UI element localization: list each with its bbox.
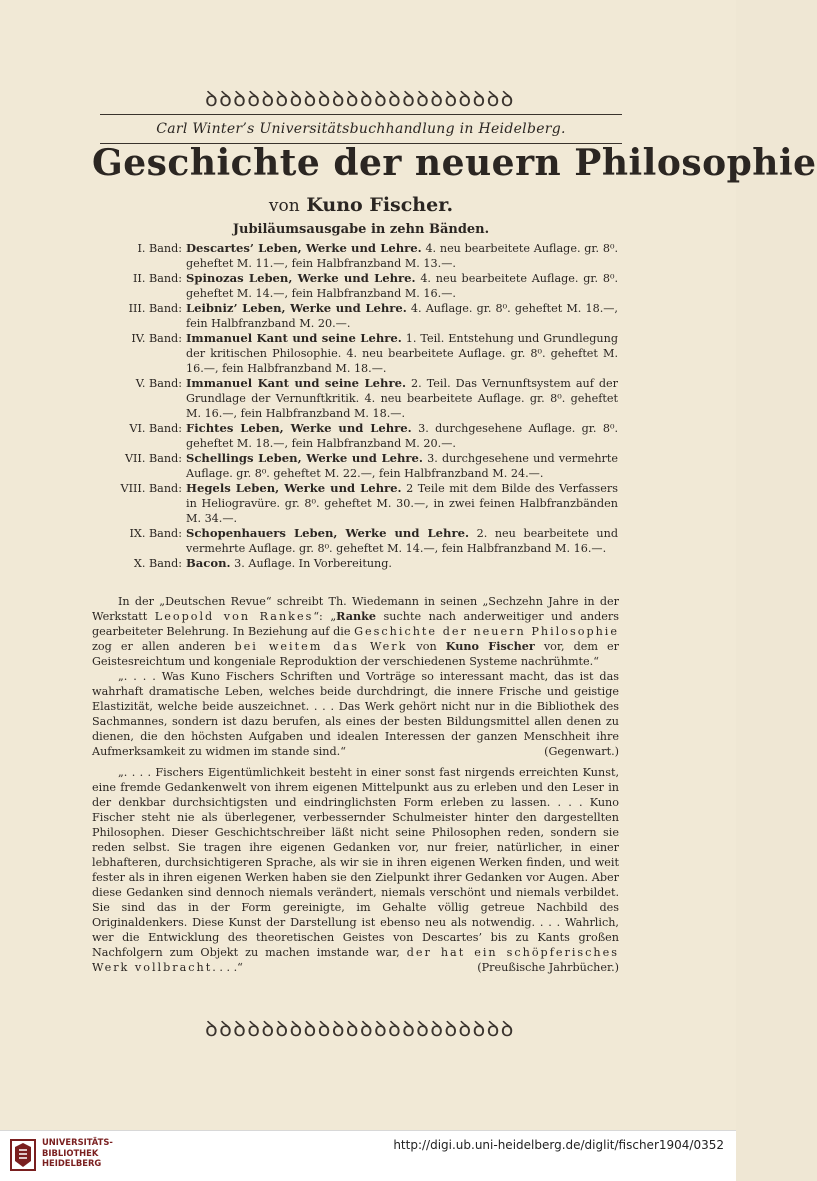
volume-details: 3. Auflage. In Vorbereitung.	[230, 557, 392, 570]
volume-entry	[88, 526, 618, 556]
volume-details: 2. Teil. Das Vernunftsystem auf der Grundlage der Vernunftkritik. 4. neu bearbeitete Auflage. gr. 8⁰. geheftet M. 16.—, fein Halbfranzband M. 18.—.	[186, 377, 619, 420]
quote-text: von	[407, 640, 446, 653]
volume-title: Bacon.	[186, 556, 231, 570]
quote-text: . . . .“	[212, 961, 243, 974]
quote-bold-text: Kuno Fischer	[445, 639, 535, 653]
volume-number: I. Band:	[137, 242, 182, 255]
library-name-line: UNIVERSITÄTS-	[42, 1137, 113, 1147]
edition-line: Jubiläumsausgabe in zehn Bänden.	[232, 222, 490, 237]
volume-entry	[88, 331, 618, 376]
top-rule	[100, 114, 622, 115]
quote-spaced-text: bei weitem das Werk	[234, 640, 408, 653]
volume-details: 1. Teil. Entstehung und Grundlegung der kritischen Philosophie. 4. neu bearbeitete Auflage. gr. 8⁰. geheftet M. 16.—, fein Halbfranzband M. 18.—.	[186, 332, 619, 375]
volume-title: Leibniz’ Leben, Werke und Lehre.	[186, 301, 407, 315]
permalink-url[interactable]: http://digi.ub.uni-heidelberg.de/diglit/fischer1904/0352	[393, 1138, 724, 1152]
volume-details: 3. durchgesehene Auflage. gr. 8⁰. geheftet M. 18.—, fein Halbfranzband M. 20.—.	[186, 422, 618, 450]
library-name-line: HEIDELBERG	[42, 1158, 102, 1168]
quote-text: In der „Deutschen Revue“ schreibt Th. Wiedemann in seinen „Sechzehn Jahre in der Werkstatt	[92, 595, 619, 623]
quote-text: „. . . . Was Kuno Fischers Schriften und Vorträge so interessant macht, das ist das wahrhaft dramatische Leben, welches beide durchdringt, die innere Frische und geistige Elastizität, welche beide auszeichnet. . . . Das Werk gehört nicht nur in die Bibliothek des Sachmannes, sondern ist dazu berufen, als eines der besten Bildungsmittel allen denen zu dienen, die den höchsten Aufgaben und idealen Interessen der ganzen Menschheit ihre Aufmerksamkeit zu widmen im stande sind.“	[92, 670, 619, 758]
university-library-logo-icon	[10, 1139, 36, 1171]
volume-number: IX. Band:	[129, 527, 182, 540]
volume-number: X. Band:	[133, 557, 182, 570]
volume-title: Immanuel Kant und seine Lehre.	[186, 331, 402, 345]
volume-entry	[88, 451, 618, 481]
volume-number: VI. Band:	[129, 422, 182, 435]
quote-text: “: „	[313, 610, 337, 623]
volume-title: Descartes’ Leben, Werke und Lehre.	[186, 241, 422, 255]
review-quotes	[92, 594, 619, 975]
volume-entry	[88, 376, 618, 421]
bottom-ornament-border: ꝺꝺꝺꝺꝺꝺꝺꝺꝺꝺꝺꝺꝺꝺꝺꝺꝺꝺꝺꝺꝺꝺ	[205, 1017, 515, 1041]
volume-entry	[88, 271, 618, 301]
publisher-line: Carl Winter’s Universitätsbuchhandlung in Heidelberg.	[156, 121, 566, 137]
quote-text: suchte nach anderweitiger und anders gearbeiteter Belehrung. In Beziehung auf die	[92, 610, 619, 638]
volume-entry	[88, 241, 618, 271]
volume-list	[88, 241, 618, 571]
volume-title: Immanuel Kant und seine Lehre.	[186, 376, 407, 390]
quote-bold-text: Ranke	[336, 609, 376, 623]
quote-gegenwart	[92, 669, 619, 759]
quote-source: (Preußische Jahrbücher.)	[477, 961, 619, 974]
quote-deutsche-revue	[92, 594, 619, 669]
volume-details: 2 Teile mit dem Bilde des Verfassers in Heliogravüre. gr. 8⁰. geheftet M. 30.—, in zwei feinen Halbfranzbänden M. 34.—.	[186, 482, 619, 525]
volume-number: IV. Band:	[131, 332, 182, 345]
volume-details: 4. neu bearbeitete Auflage. gr. 8⁰. geheftet M. 11.—, fein Halbfranzband M. 13.—.	[186, 242, 618, 270]
quote-text: vor, dem er Geistesreichtum und kongeniale Reproduktion der verschiedenen Systeme nachrühmte.“	[92, 640, 619, 668]
volume-title: Hegels Leben, Werke und Lehre.	[186, 481, 402, 495]
volume-title: Schellings Leben, Werke und Lehre.	[186, 451, 423, 465]
quote-text: „. . . . Fischers Eigentümlichkeit besteht in einer sonst fast nirgends erreichten Kunst, eine fremde Gedankenwelt von ihrem eigenen Mittelpunkt aus zu erleben und den Leser in der denkbar durchsichtigsten und eindringlichsten Form erleben zu lassen. . . . Kuno Fischer steht nie als überlegener, verbessernder Schulmeister hinter den dargestellten Philosophen. Dieser Geschichtschreiber läßt nicht seine Philosophen reden, sondern sie reden selbst. Sie tragen ihre eigenen Gedanken vor, nur freier, natürlicher, in einer lebhafteren, durchsichtigeren Sprache, als wir sie in ihren eigenen Werken finden, und weit fester als in ihren eigenen Werken haben sie den Zielpunkt ihrer Gedanken vor Augen. Aber diese Gedanken sind dennoch niemals verändert, niemals verschönt und niemals verbildet. Sie sind das in der Form gereinigte, im Gehalte völlig getreue Nachbild des Originaldenkers. Diese Kunst der Darstellung ist ebenso neu als notwendig. . . . Wahrlich, wer die Entwicklung des theoretischen Geistes von Descartes’ bis zu Kants großen Nachfolgern zum Objekt zu machen imstande war,	[92, 766, 619, 959]
library-name	[42, 1137, 113, 1169]
volume-entry	[88, 301, 618, 331]
volume-title: Spinozas Leben, Werke und Lehre.	[186, 271, 416, 285]
volume-entry	[88, 421, 618, 451]
top-ornament-border: ꝺꝺꝺꝺꝺꝺꝺꝺꝺꝺꝺꝺꝺꝺꝺꝺꝺꝺꝺꝺꝺꝺ	[205, 87, 515, 111]
volume-number: V. Band:	[135, 377, 182, 390]
quote-spaced-text: Leopold von Rankes	[154, 610, 314, 623]
volume-title: Fichtes Leben, Werke und Lehre.	[186, 421, 412, 435]
volume-details: 3. durchgesehene und vermehrte Auflage. gr. 8⁰. geheftet M. 22.—, fein Halbfranzband M. 24.—.	[186, 452, 618, 480]
quote-text: zog er allen anderen	[92, 640, 235, 653]
volume-entry	[88, 481, 618, 526]
volume-title: Schopenhauers Leben, Werke und Lehre.	[186, 526, 470, 540]
quote-source: (Gegenwart.)	[544, 745, 619, 758]
volume-details: 4. neu bearbeitete Auflage. gr. 8⁰. geheftet M. 14.—, fein Halbfranzband M. 16.—.	[186, 272, 618, 300]
author-name: Kuno Fischer.	[306, 194, 454, 216]
author-line	[100, 194, 622, 216]
volume-details: 2. neu bearbeitete und vermehrte Auflage. gr. 8⁰. geheftet M. 14.—, fein Halbfranzband M. 16.—.	[186, 527, 618, 555]
quote-preussische-jahrbuecher	[92, 765, 619, 975]
quote-spaced-text: der hat ein schöpferisches Werk vollbracht	[92, 946, 619, 974]
page-title: Geschichte der neuern Philosophie	[92, 142, 817, 184]
volume-number: II. Band:	[133, 272, 182, 285]
library-name-line: BIBLIOTHEK	[42, 1147, 99, 1158]
author-prefix: von	[268, 196, 300, 216]
volume-number: VIII. Band:	[120, 482, 182, 495]
volume-number: III. Band:	[128, 302, 182, 315]
volume-details: 4. Auflage. gr. 8⁰. geheftet M. 18.—, fein Halbfranzband M. 20.—.	[186, 302, 618, 330]
volume-number: VII. Band:	[124, 452, 182, 465]
volume-entry	[88, 556, 618, 571]
quote-spaced-text: Geschichte der neuern Philosophie	[354, 625, 620, 638]
